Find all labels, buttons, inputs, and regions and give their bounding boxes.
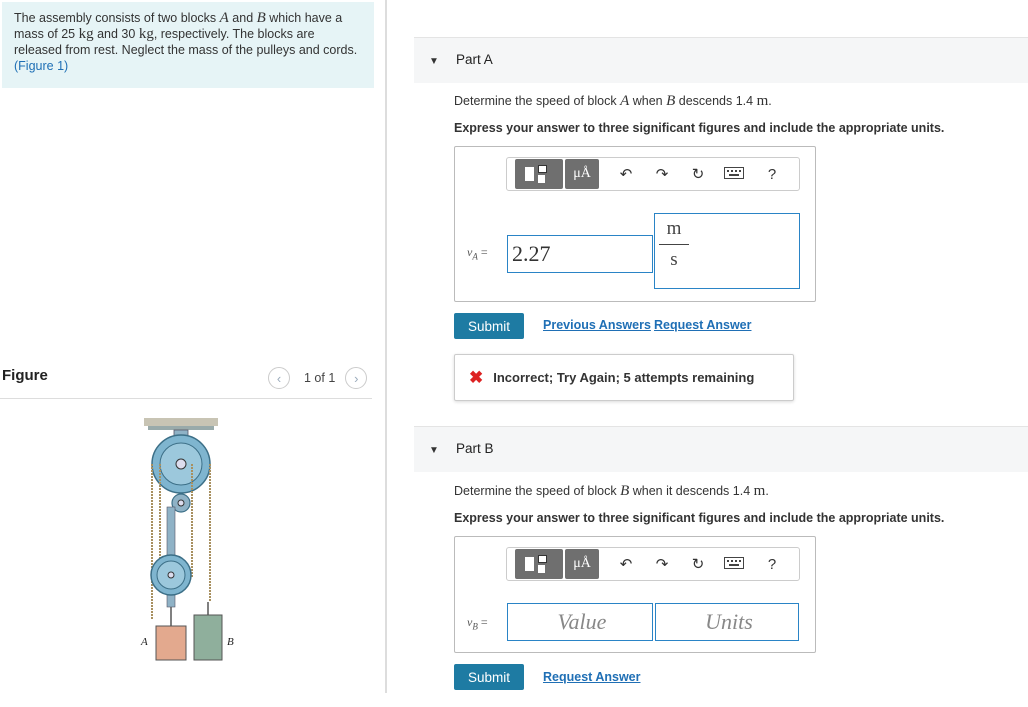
part-a-answer-box (454, 146, 816, 302)
redo-icon[interactable]: ↷ (655, 556, 669, 573)
reset-icon[interactable]: ↻ (691, 166, 705, 183)
block-a-symbol: A (219, 10, 229, 26)
undo-icon[interactable]: ↶ (619, 166, 633, 183)
part-b-question (454, 483, 769, 500)
pulley-figure (130, 412, 250, 667)
question-text: Determine the speed of block (454, 484, 621, 498)
unit-m: m (753, 483, 766, 499)
label-b: B (227, 636, 234, 648)
reset-icon[interactable]: ↻ (691, 556, 705, 573)
var-subscript: A (472, 251, 478, 262)
block-symbol: B (620, 483, 630, 499)
problem-text: The assembly consists of two blocks (14, 11, 220, 25)
question-text: . (768, 94, 772, 108)
var-symbol: v (467, 615, 473, 629)
equals-sign: = (477, 245, 488, 259)
feedback-message (454, 354, 794, 401)
units-placeholder: Units (705, 609, 753, 634)
small-pulley-hub (178, 500, 184, 506)
fraction-bar (659, 244, 689, 245)
figure-link[interactable]: (Figure 1) (14, 59, 69, 73)
unit-kg: kg (78, 26, 94, 42)
upper-pulley-hub (176, 459, 186, 469)
math-toolbar (506, 547, 800, 581)
block-b (194, 615, 222, 660)
var-symbol: v (467, 245, 473, 259)
value-placeholder: Value (557, 609, 607, 634)
part-a-instruction: Express your answer to three significant figures and include the appropriate units. (454, 121, 945, 135)
figure-pager (268, 367, 367, 389)
ceiling-plate (148, 426, 214, 430)
question-text: . (765, 484, 769, 498)
chevron-left-icon[interactable]: ‹ (268, 367, 290, 389)
feedback-text: Incorrect; Try Again; 5 attempts remaining (493, 370, 755, 385)
units-input[interactable] (654, 213, 800, 289)
previous-answers-link[interactable]: Previous Answers (543, 318, 651, 332)
collapse-triangle-icon[interactable]: ▼ (429, 56, 439, 67)
block-a (156, 626, 186, 660)
units-symbol-button[interactable]: μÅ (565, 159, 599, 189)
part-a-header[interactable] (414, 37, 1028, 83)
templates-icon[interactable] (515, 549, 563, 579)
collapse-triangle-icon[interactable]: ▼ (429, 445, 439, 456)
part-b-title: Part B (456, 441, 494, 456)
part-b-answer-box (454, 536, 816, 653)
part-a-title: Part A (456, 52, 493, 67)
redo-icon[interactable]: ↷ (655, 166, 669, 183)
figure-counter: 1 of 1 (304, 371, 336, 385)
problem-text: and 30 (93, 27, 139, 41)
unit-numerator: m (666, 218, 682, 239)
variable-label (467, 615, 488, 631)
unit-denominator: s (670, 249, 678, 270)
block-symbol: A (620, 93, 630, 109)
block-b-symbol: B (256, 10, 266, 26)
panel-divider (385, 0, 387, 693)
incorrect-icon: ✖ (469, 367, 484, 387)
block-symbol: B (666, 93, 676, 109)
question-text: Determine the speed of block (454, 94, 621, 108)
problem-statement (2, 2, 374, 88)
part-b-instruction: Express your answer to three significant figures and include the appropriate units. (454, 511, 945, 525)
help-button[interactable]: ? (767, 165, 777, 183)
keyboard-icon[interactable] (719, 166, 749, 183)
undo-icon[interactable]: ↶ (619, 556, 633, 573)
request-answer-link[interactable]: Request Answer (543, 670, 641, 684)
templates-icon[interactable] (515, 159, 563, 189)
chevron-right-icon[interactable]: › (345, 367, 367, 389)
units-fraction (659, 218, 689, 271)
problem-text: which have a mass of 25 (14, 11, 343, 41)
left-panel (0, 0, 385, 707)
label-a: A (141, 636, 148, 648)
units-input[interactable] (655, 603, 799, 641)
math-toolbar (506, 157, 800, 191)
question-text: descends 1.4 (675, 94, 757, 108)
keyboard-icon[interactable] (719, 556, 749, 573)
variable-label (467, 245, 488, 261)
submit-button[interactable]: Submit (454, 664, 524, 690)
unit-m: m (756, 93, 769, 109)
problem-text: , respectively. The blocks are released from rest. Neglect the mass of the pulleys and cords. (14, 27, 358, 57)
question-text: when it descends 1.4 (629, 484, 754, 498)
problem-text: and (228, 11, 257, 25)
units-symbol-button[interactable]: μÅ (565, 549, 599, 579)
lower-pulley-hub (168, 572, 174, 578)
unit-kg: kg (138, 26, 154, 42)
help-button[interactable]: ? (767, 555, 777, 573)
value-input[interactable] (507, 603, 653, 641)
submit-button[interactable]: Submit (454, 313, 524, 339)
part-b-header[interactable] (414, 426, 1028, 472)
question-text: when (629, 94, 667, 108)
equals-sign: = (477, 615, 488, 629)
figure-divider (0, 398, 372, 399)
value-input[interactable]: 2.27 (507, 235, 653, 273)
part-a-question (454, 93, 772, 110)
request-answer-link[interactable]: Request Answer (654, 318, 752, 332)
ceiling-support (144, 418, 218, 426)
figure-heading: Figure (2, 367, 48, 384)
var-subscript: B (472, 621, 478, 632)
